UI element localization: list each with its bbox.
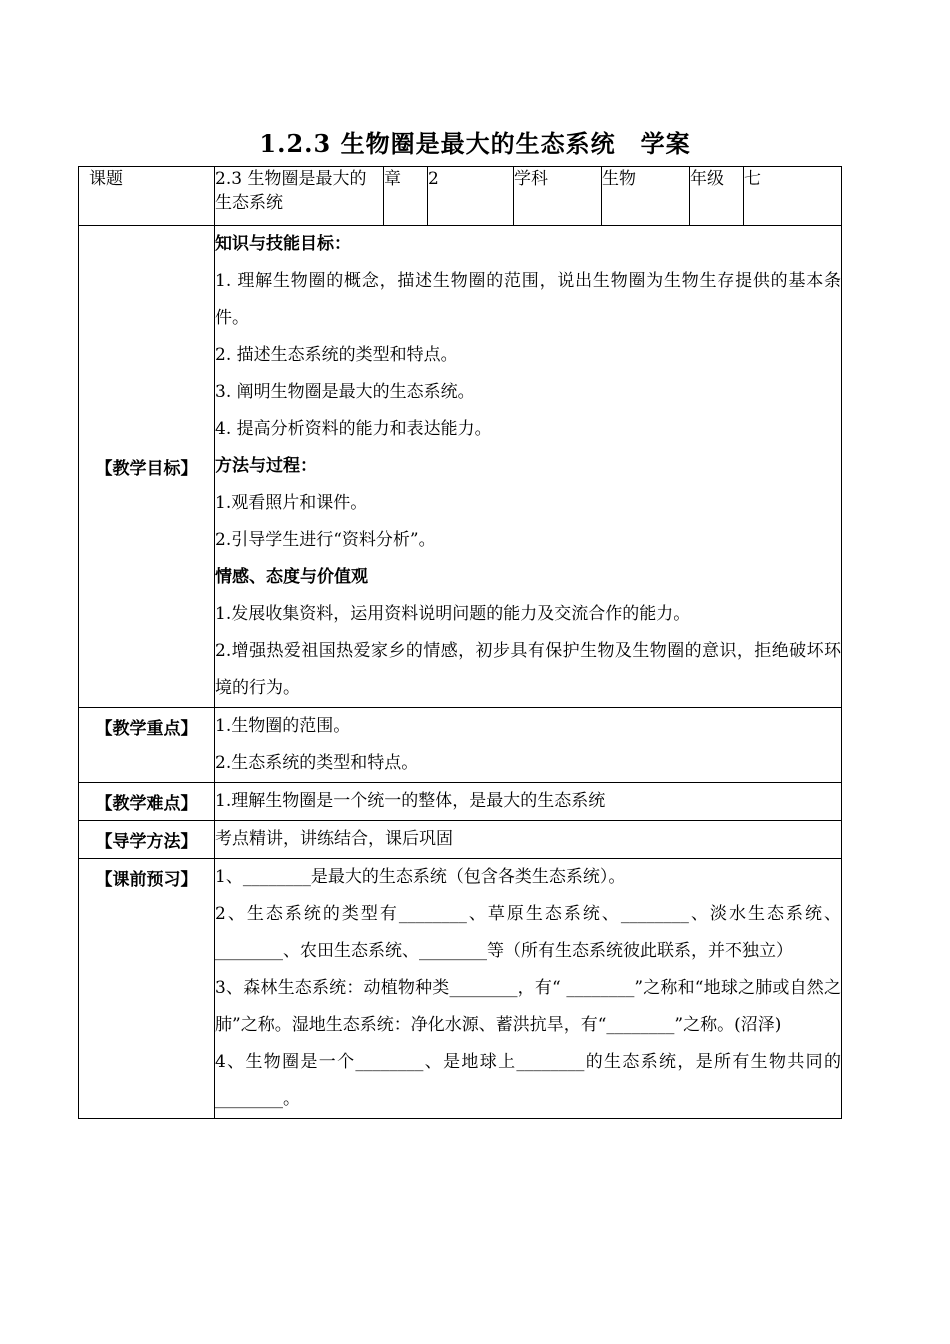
chapter-value: 2 [428, 167, 514, 226]
method-heading: 方法与过程： [215, 456, 317, 476]
topic-value: 2.3 生物圈是最大的生态系统 [215, 167, 384, 226]
difficulty-item: 1.理解生物圈是一个统一的整体，是最大的生态系统 [215, 791, 606, 811]
emotion-heading: 情感、态度与价值观 [215, 567, 368, 587]
lesson-plan-table [78, 166, 842, 1119]
knowledge-heading: 知识与技能目标： [215, 234, 351, 254]
grade-value: 七 [744, 167, 842, 226]
preview-item: 3、森林生态系统：动植物种类________，有“ ________”之称和“地球之肺或自然之肺”之称。湿地生态系统：净化水源、蓄洪抗旱，有“________”之称。(沼泽) [215, 978, 841, 1035]
key-point-item: 1.生物圈的范围。 [215, 716, 351, 736]
key-points-content [215, 708, 842, 783]
difficulties-row [79, 783, 842, 821]
preview-item: 4、生物圈是一个________、是地球上________的生态系统，是所有生物共同的________。 [215, 1052, 841, 1109]
preview-item: 1、________是最大的生态系统（包含各类生态系统）。 [215, 867, 626, 887]
key-point-item: 2.生态系统的类型和特点。 [215, 753, 419, 773]
difficulties-content [215, 783, 842, 821]
preview-item: 2、生态系统的类型有________、草原生态系统、________、淡水生态系统、________、农田生态系统、________等（所有生态系统彼此联系，并不独立） [215, 904, 841, 961]
preview-row [79, 859, 842, 1119]
method-item: 2.引导学生进行“资料分析”。 [215, 530, 436, 550]
chapter-label: 章 [384, 167, 428, 226]
emotion-item: 1.发展收集资料，运用资料说明问题的能力及交流合作的能力。 [215, 604, 691, 624]
key-points-row [79, 708, 842, 783]
knowledge-item: 3. 阐明生物圈是最大的生态系统。 [215, 382, 475, 402]
guide-method-label: 【导学方法】 [79, 821, 215, 859]
header-row [79, 167, 842, 226]
difficulties-label: 【教学难点】 [79, 783, 215, 821]
key-points-label: 【教学重点】 [79, 708, 215, 783]
knowledge-item: 4. 提高分析资料的能力和表达能力。 [215, 419, 492, 439]
subject-label: 学科 [514, 167, 602, 226]
grade-label: 年级 [690, 167, 744, 226]
objectives-content [215, 226, 842, 708]
objectives-label: 【教学目标】 [79, 226, 215, 708]
topic-label: 课题 [79, 167, 215, 226]
document-title: 1.2.3 生物圈是最大的生态系统 学案 [259, 129, 691, 158]
objectives-row [79, 226, 842, 708]
knowledge-item: 1. 理解生物圈的概念，描述生物圈的范围，说出生物圈为生物生存提供的基本条件。 [215, 271, 841, 328]
guide-method-item: 考点精讲，讲练结合，课后巩固 [215, 829, 453, 849]
knowledge-item: 2. 描述生态系统的类型和特点。 [215, 345, 458, 365]
method-item: 1.观看照片和课件。 [215, 493, 368, 513]
guide-method-row [79, 821, 842, 859]
guide-method-content [215, 821, 842, 859]
preview-label: 【课前预习】 [79, 859, 215, 1119]
emotion-item: 2.增强热爱祖国热爱家乡的情感，初步具有保护生物及生物圈的意识，拒绝破坏环境的行为。 [215, 641, 841, 698]
preview-content [215, 859, 842, 1119]
subject-value: 生物 [602, 167, 690, 226]
